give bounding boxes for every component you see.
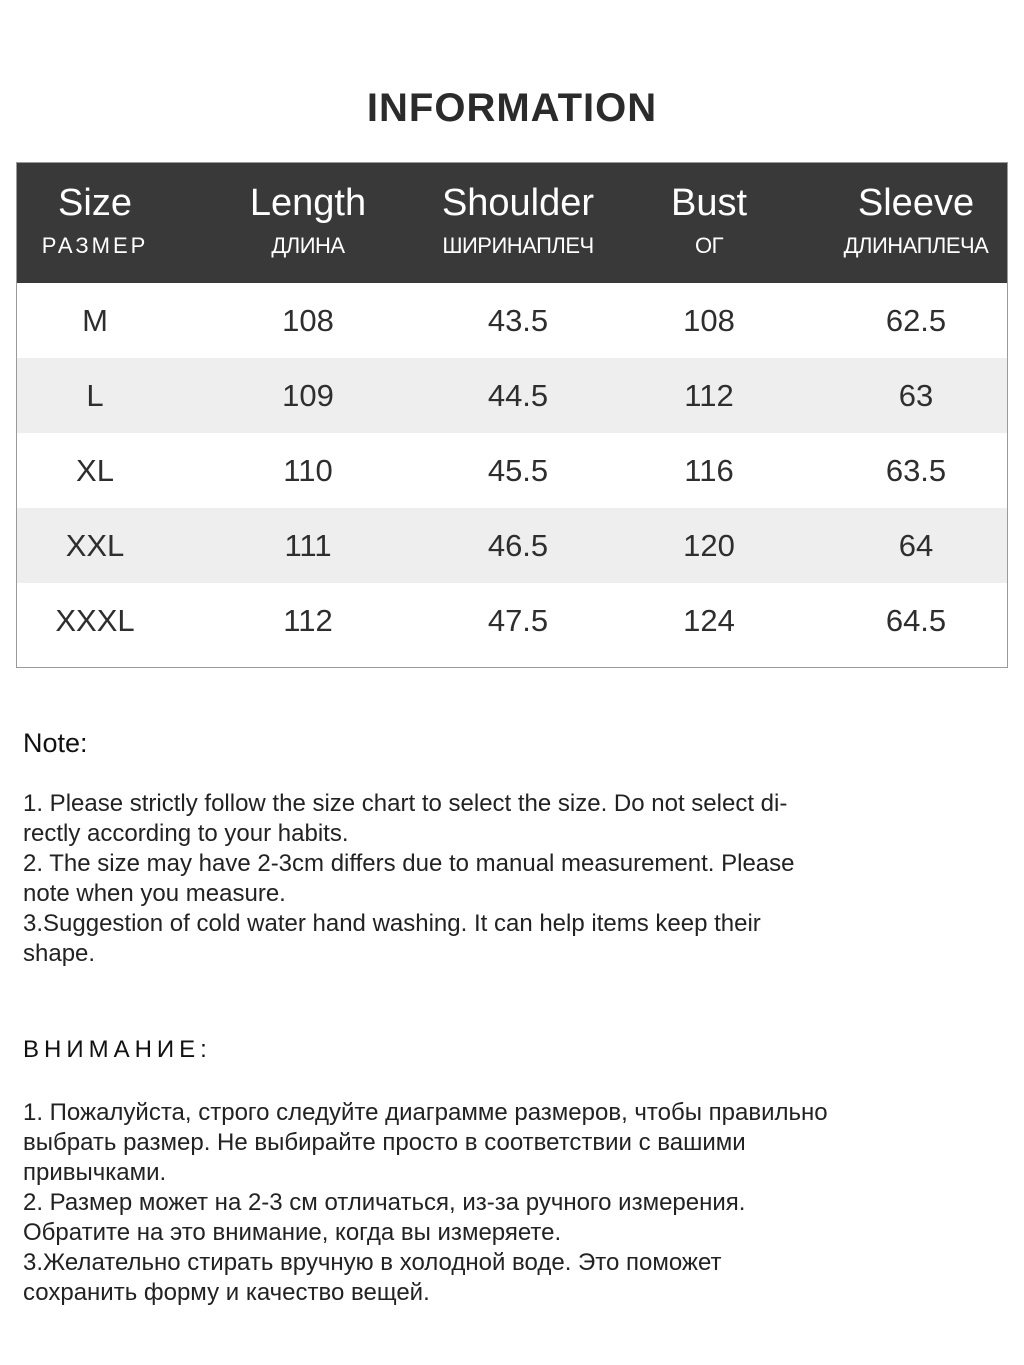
cell-sleeve: 64.5 [885, 602, 947, 638]
table-row [17, 358, 1007, 433]
header-length [173, 163, 443, 283]
note-line: 1. Пожалуйста, строго следуйте диаграмме размеров, чтобы правильно [23, 1099, 828, 1126]
cell-shoulder: 46.5 [487, 527, 549, 563]
note-line: 3.Желательно стирать вручную в холодной воде. Это поможет [23, 1249, 722, 1276]
header-shoulder [443, 163, 593, 283]
cell-bust: 116 [684, 452, 734, 488]
note-heading: Note: [23, 728, 88, 758]
cell-bust: 112 [684, 377, 734, 413]
note-line: выбрать размер. Не выбирайте просто в соответствии с вашими [23, 1129, 746, 1156]
table-header [17, 163, 1007, 283]
note-english [23, 728, 1003, 969]
header-sublabel: ШИРИНАПЛЕЧ [442, 233, 594, 258]
header-sublabel: РАЗМЕР [41, 233, 149, 258]
table-row [17, 283, 1007, 358]
note-line: note when you measure. [23, 880, 286, 907]
header-size [17, 163, 173, 283]
table-row [17, 433, 1007, 508]
cell-length: 109 [282, 377, 334, 413]
cell-shoulder: 45.5 [487, 452, 549, 488]
cell-size: XXL [65, 527, 125, 563]
note-line: 2. The size may have 2-3cm differs due to manual measurement. Please [23, 850, 795, 877]
cell-sleeve: 63 [898, 377, 934, 413]
header-label: Size [58, 182, 132, 224]
size-chart-table [16, 162, 1008, 668]
note-line: 1. Please strictly follow the size chart to select the size. Do not select di- [23, 790, 788, 817]
header-bust [593, 163, 825, 283]
table-row [17, 508, 1007, 583]
cell-length: 112 [283, 602, 333, 638]
note-list [23, 1098, 1003, 1308]
cell-bust: 108 [683, 302, 735, 338]
cell-sleeve: 64 [898, 527, 934, 563]
header-label: Sleeve [857, 182, 975, 224]
cell-length: 108 [282, 302, 334, 338]
header-sublabel: ОГ [694, 233, 724, 258]
table-row [17, 583, 1007, 658]
cell-size: XXXL [55, 602, 135, 638]
note-line: shape. [23, 940, 96, 967]
note-line: сохранить форму и качество вещей. [23, 1279, 430, 1306]
cell-size: L [86, 377, 104, 413]
header-sleeve [825, 163, 1007, 283]
cell-size: XL [76, 452, 114, 488]
cell-size: M [82, 302, 108, 338]
cell-shoulder: 44.5 [487, 377, 549, 413]
note-list [23, 789, 1003, 969]
cell-bust: 124 [683, 602, 735, 638]
note-line: Обратите на это внимание, когда вы измеряете. [23, 1219, 562, 1246]
cell-length: 111 [284, 527, 332, 563]
cell-shoulder: 47.5 [487, 602, 549, 638]
header-sublabel: ДЛИНАПЛЕЧА [843, 233, 989, 258]
cell-length: 110 [283, 452, 333, 488]
note-line: 3.Suggestion of cold water hand washing. It can help items keep their [23, 910, 761, 937]
header-sublabel: ДЛИНА [271, 233, 345, 258]
note-line: привычками. [23, 1159, 167, 1186]
header-label: Bust [670, 182, 748, 224]
cell-sleeve: 63.5 [885, 452, 947, 488]
cell-shoulder: 43.5 [487, 302, 549, 338]
note-line: rectly according to your habits. [23, 820, 349, 847]
note-russian [23, 1036, 1003, 1308]
header-label: Shoulder [441, 182, 595, 224]
note-heading: ВНИМАНИЕ: [23, 1036, 212, 1063]
header-label: Length [249, 182, 367, 224]
page-title: INFORMATION [366, 86, 658, 130]
note-line: 2. Размер может на 2-3 см отличаться, из-за ручного измерения. [23, 1189, 746, 1216]
cell-bust: 120 [683, 527, 735, 563]
cell-sleeve: 62.5 [885, 302, 947, 338]
